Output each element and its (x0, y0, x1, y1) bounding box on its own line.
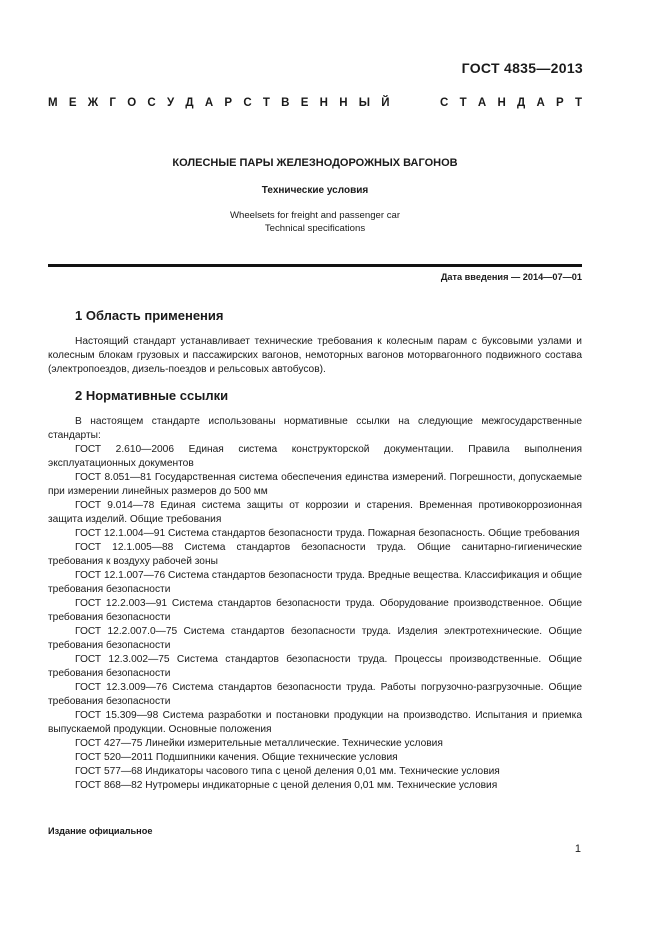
title-divider (48, 264, 582, 267)
reference-item: ГОСТ 12.1.007—76 Система стандартов безопасности труда. Вредные вещества. Классификация и общие требования безопасности (48, 570, 582, 595)
reference-item: ГОСТ 2.610—2006 Единая система конструкторской документации. Правила выполнения эксплуатационных документов (48, 444, 582, 469)
banner-letter: Н (497, 97, 506, 109)
reference-item: ГОСТ 12.1.004—91 Система стандартов безопасности труда. Пожарная безопасность. Общие требования (75, 528, 580, 539)
banner-letter: Т (459, 97, 467, 109)
banner-letter: Р (224, 97, 233, 109)
document-title: КОЛЕСНЫЕ ПАРЫ ЖЕЛЕЗНОДОРОЖНЫХ ВАГОНОВ (172, 157, 458, 169)
introduction-date: Дата введения — 2014—07—01 (440, 272, 582, 282)
reference-item: ГОСТ 520—2011 Подшипники качения. Общие технические условия (75, 752, 398, 763)
reference-item: ГОСТ 12.3.009—76 Система стандартов безопасности труда. Работы погрузочно-разгрузочные. Общие требования безопасности (48, 682, 582, 707)
reference-item: ГОСТ 12.2.007.0—75 Система стандартов безопасности труда. Изделия электротехнические. Общие требования безопасности (48, 626, 582, 651)
reference-item: ГОСТ 12.2.003—91 Система стандартов безопасности труда. Оборудование производственное. Общие требования безопасности (48, 598, 582, 623)
reference-item: ГОСТ 8.051—81 Государственная система обеспечения единства измерений. Погрешности, допускаемые при измерении линейных размеров до 500 мм (48, 472, 582, 497)
banner-letter: Н (319, 97, 328, 109)
document-subtitle: Технические условия (261, 185, 369, 196)
banner-letter: А (477, 97, 487, 109)
banner-letter: У (166, 97, 175, 109)
english-title (48, 209, 582, 235)
official-edition-note: Издание официальное (48, 826, 153, 836)
section-1-body (48, 335, 582, 377)
banner-word-gap (401, 97, 429, 109)
banner-letter: А (536, 97, 545, 109)
reference-item: ГОСТ 868—82 Нутромеры индикаторные с ценой деления 0,01 мм. Технические условия (75, 780, 498, 791)
banner-letter: Ж (87, 97, 99, 109)
paragraph: В настоящем стандарте использованы нормативные ссылки на следующие межгосударственные стандарты: (48, 416, 582, 441)
banner-letter: А (204, 97, 214, 109)
banner-letter: С (440, 97, 449, 109)
reference-item: ГОСТ 577—68 Индикаторы часового типа с ценой деления 0,01 мм. Технические условия (75, 766, 500, 777)
section-1-heading: 1 Область применения (75, 308, 224, 323)
banner-letter: В (281, 97, 290, 109)
english-title-line: Wheelsets for freight and passenger car (229, 210, 401, 221)
interstate-standard-banner (48, 97, 582, 109)
banner-letter: Н (339, 97, 348, 109)
banner-letter: Д (517, 97, 526, 109)
banner-letter: Ы (358, 97, 371, 109)
banner-letter: О (127, 97, 137, 109)
reference-item: ГОСТ 12.3.002—75 Система стандартов безопасности труда. Процессы производственные. Общие требования безопасности (48, 654, 582, 679)
section-2-heading: 2 Нормативные ссылки (75, 388, 229, 403)
section-2-body (48, 415, 582, 793)
banner-letter: Е (300, 97, 309, 109)
banner-letter: Т (574, 97, 582, 109)
banner-letter: М (48, 97, 58, 109)
banner-letter: Й (381, 97, 390, 109)
banner-letter: Т (262, 97, 270, 109)
paragraph: Настоящий стандарт устанавливает технические требования к колесным парам с буксовыми узлами и колесным блокам грузовых и пассажирских вагонов, немоторных вагонов моторвагонного подвижного состава (электропоездов, дизель-поездов и рельсовых автобусов). (48, 336, 582, 375)
banner-letter: С (243, 97, 252, 109)
document-code: ГОСТ 4835—2013 (461, 60, 583, 76)
reference-item: ГОСТ 12.1.005—88 Система стандартов безопасности труда. Общие санитарно-гигиенические требования к воздуху рабочей зоны (48, 542, 582, 567)
banner-letter: Р (556, 97, 564, 109)
banner-letter: Е (68, 97, 77, 109)
reference-item: ГОСТ 15.309—98 Система разработки и постановки продукции на производство. Испытания и приемка выпускаемой продукции. Основные положения (48, 710, 582, 735)
reference-item: ГОСТ 9.014—78 Единая система защиты от коррозии и старения. Временная противокоррозионная защита изделий. Общие требования (48, 500, 582, 525)
banner-letter: Д (185, 97, 194, 109)
english-subtitle-line: Technical specifications (264, 223, 366, 234)
banner-letter: С (147, 97, 156, 109)
reference-item: ГОСТ 427—75 Линейки измерительные металлические. Технические условия (75, 738, 443, 749)
banner-letter: Г (109, 97, 116, 109)
page-number: 1 (574, 843, 581, 855)
